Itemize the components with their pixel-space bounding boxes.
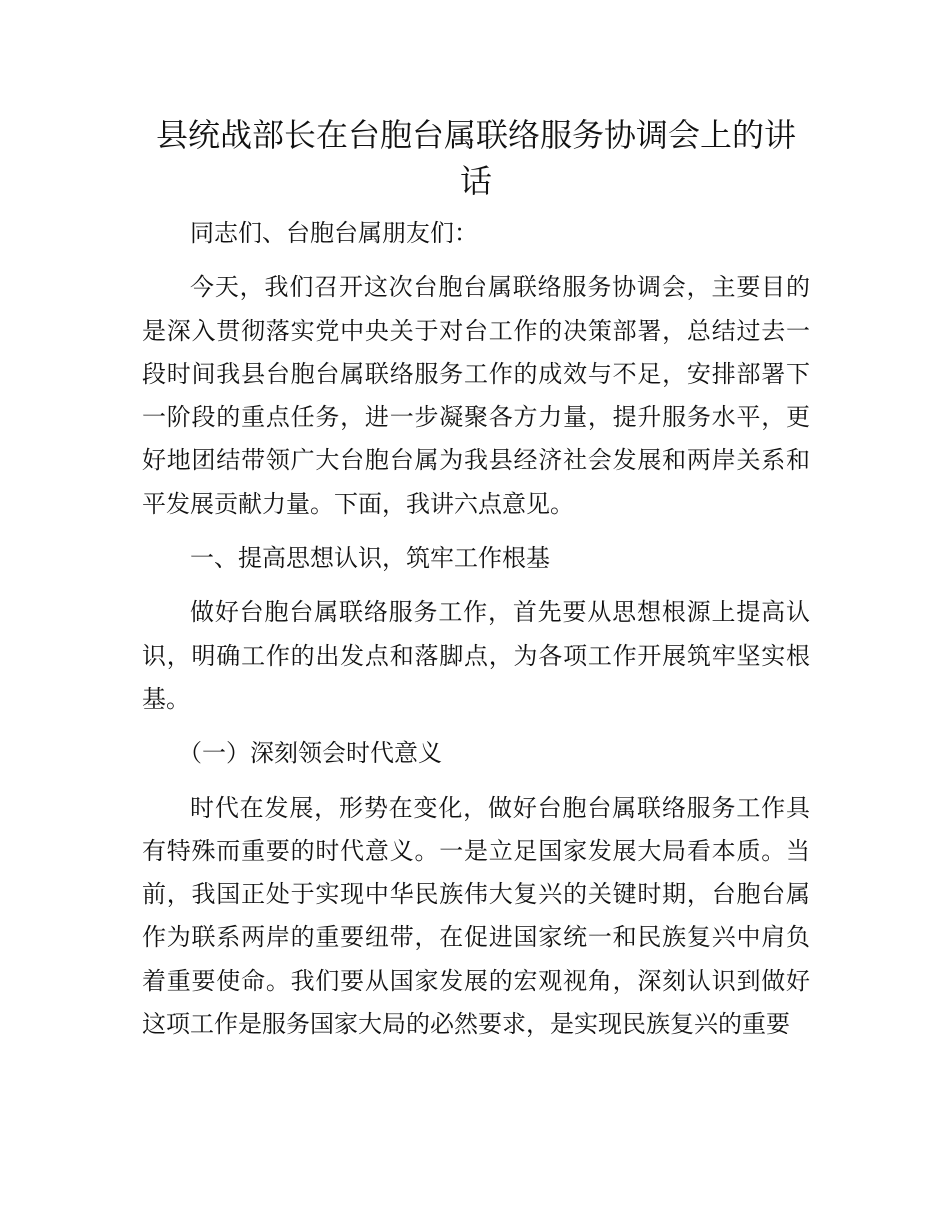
subsection-1-paragraph: 时代在发展，形势在变化，做好台胞台属联络服务工作具有特殊而重要的时代意义。一是立足国家发展大局看本质。当前，我国正处于实现中华民族伟大复兴的关键时期，台胞台属作为联系两岸的重要纽带，在促进国家统一和民族复兴中肩负着重要使命。我们要从国家发展的宏观视角，深刻认识到做好这项工作是服务国家大局的必然要求，是实现民族复兴的重要 bbox=[142, 793, 810, 1039]
document-title: 县统战部长在台胞台属联络服务协调会上的讲话 bbox=[155, 116, 796, 200]
intro-paragraph: 今天，我们召开这次台胞台属联络服务协调会，主要目的是深入贯彻落实党中央关于对台工作的决策部署，总结过去一段时间我县台胞台属联络服务工作的成效与不足，安排部署下一阶段的重点任务，进一步凝聚各方力量，提升服务水平，更好地团结带领广大台胞台属为我县经济社会发展和两岸关系和平发展贡献力量。下面，我讲六点意见。 bbox=[142, 273, 810, 518]
section-heading-1: 一、提高思想认识，筑牢工作根基 bbox=[190, 544, 550, 573]
document-body bbox=[142, 212, 810, 1046]
subsection-heading-1: （一）深刻领会时代意义 bbox=[178, 739, 442, 768]
section-1-paragraph: 做好台胞台属联络服务工作，首先要从思想根源上提高认识，明确工作的出发点和落脚点，为各项工作开展筑牢坚实根基。 bbox=[142, 598, 810, 713]
salutation: 同志们、台胞台属朋友们： bbox=[190, 219, 478, 247]
